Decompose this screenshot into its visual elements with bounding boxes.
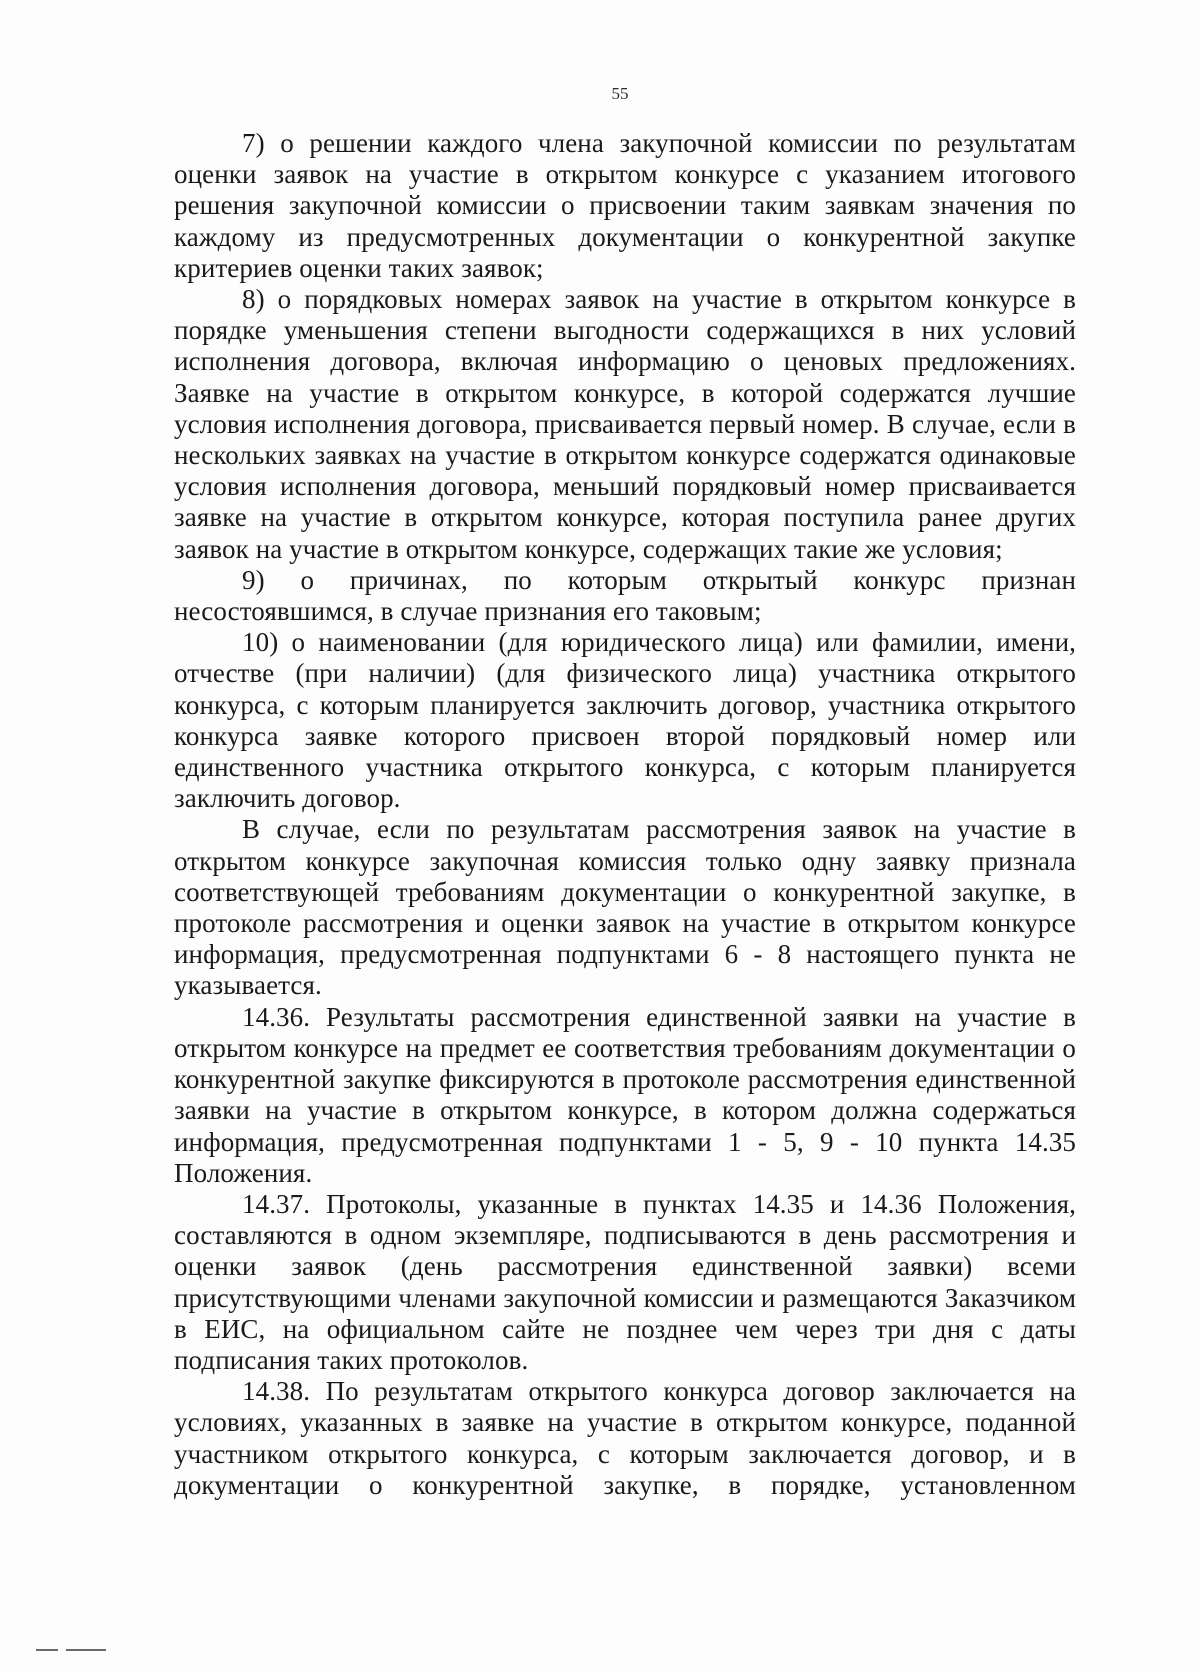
paragraph-clause-14-36: 14.36. Результаты рассмотрения единственной заявки на участие в открытом конкурсе на предмет ее соответствия требованиям документации о конкурентной закупке фиксируются в протоколе рассмотрения единственной заявки на участие в открытом конкурсе, в котором должна содержаться информация, предусмотренная подпунктами 1 - 5, 9 - 10 пункта 14.35 Положения. — [174, 1001, 1076, 1188]
page-number: 55 — [611, 84, 629, 103]
paragraph-clause-14-37: 14.37. Протоколы, указанные в пунктах 14.35 и 14.36 Положения, составляются в одном экземпляре, подписываются в день рассмотрения и оценки заявок (день рассмотрения единственной заявки) всеми присутствующими членами закупочной комиссии и размещаются Заказчиком в ЕИС, на официальном сайте не позднее чем через три дня с даты подписания таких протоколов. — [174, 1188, 1076, 1375]
paragraph-clause-14-38: 14.38. По результатам открытого конкурса договор заключается на условиях, указанных в заявке на участие в открытом конкурсе, поданной участником открытого конкурса, с которым заключается договор, и в документации о конкурентной закупке, в порядке, установленном — [174, 1376, 1076, 1500]
paragraph-item-10: 10) о наименовании (для юридического лица) или фамилии, имени, отчестве (при наличии) (для физического лица) участника открытого конкурса, с которым планируется заключить договор, участника открытого конкурса заявке которого присвоен второй порядковый номер или единственного участника открытого конкурса, с которым планируется заключить договор. — [174, 627, 1076, 814]
paragraph-single-bid-note: В случае, если по результатам рассмотрения заявок на участие в открытом конкурсе закупочная комиссия только одну заявку признала соответствующей требованиям документации о конкурентной закупке, в протоколе рассмотрения и оценки заявок на участие в открытом конкурсе информация, предусмотренная подпунктами 6 - 8 настоящего пункта не указывается. — [174, 814, 1076, 1001]
document-body — [174, 128, 1076, 1501]
paragraph-item-8: 8) о порядковых номерах заявок на участие в открытом конкурсе в порядке уменьшения степени выгодности содержащихся в них условий исполнения договора, включая информацию о ценовых предложениях. Заявке на участие в открытом конкурсе, в которой содержатся лучшие условия исполнения договора, присваивается первый номер. В случае, если в нескольких заявках на участие в открытом конкурсе содержатся одинаковые условия исполнения договора, меньший порядковый номер присваивается заявке на участие в открытом конкурсе, которая поступила ранее других заявок на участие в открытом конкурсе, содержащих такие же условия; — [174, 284, 1076, 564]
scan-edge-mark — [36, 1649, 106, 1651]
paragraph-item-9: 9) о причинах, по которым открытый конкурс признан несостоявшимся, в случае признания его таковым; — [174, 564, 1076, 627]
paragraph-item-7: 7) о решении каждого члена закупочной комиссии по результатам оценки заявок на участие в открытом конкурсе с указанием итогового решения закупочной комиссии о присвоении таким заявкам значения по каждому из предусмотренных документации о конкурентной закупке критериев оценки таких заявок; — [174, 128, 1076, 283]
